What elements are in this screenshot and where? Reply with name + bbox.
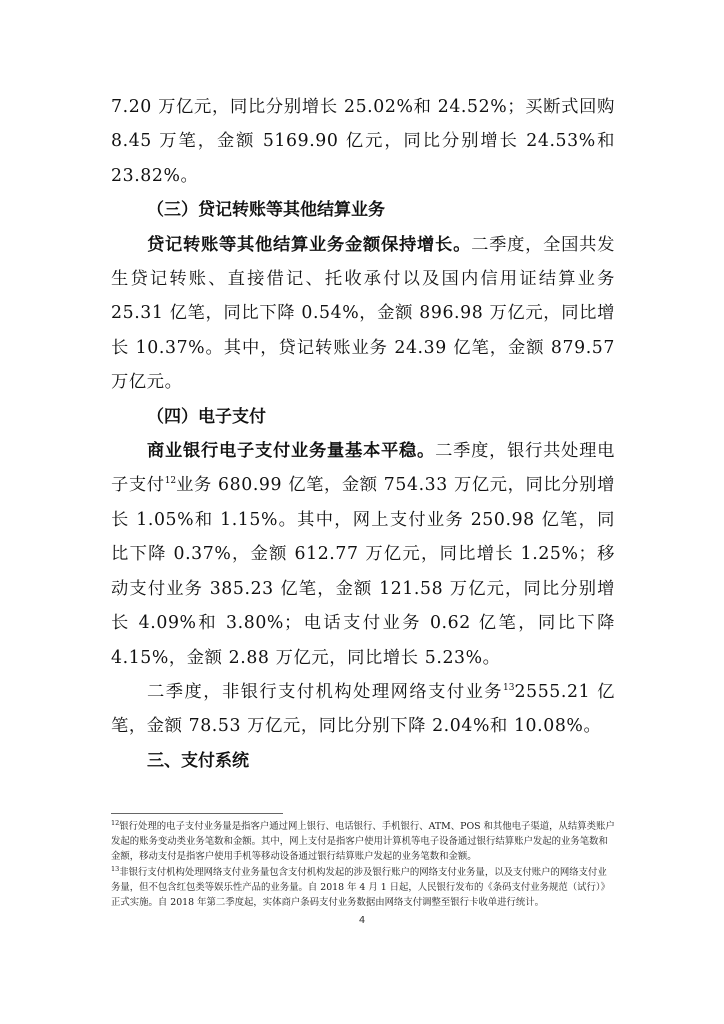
section-heading-payment-system: 三、支付系统	[147, 750, 249, 771]
paragraph-nonbank-payment-text-a: 二季度，非银行支付机构处理网络支付业务	[147, 681, 504, 702]
page-number: 4	[358, 915, 366, 926]
lead-sentence-electronic-payment: 商业银行电子支付业务量基本平稳。	[147, 441, 436, 462]
paragraph-electronic-payment-text-b: 业务 680.99 亿笔，金额 754.33 万亿元，同比分别增长 1.05%和 1.15%。其中，网上支付业务 250.98 亿笔，同比下降 0.37%，金额 612.77 万亿元，同比增长 1.25%；移动支付业务 385.23 亿笔，金额 121.58 万亿元，同比分别增长 4.09%和 3.80%；电话支付业务 0.62 亿笔，同比下降 4.15%，金额 2.88 万亿元，同比增长 5.23%。	[111, 475, 615, 668]
footnote-13	[111, 865, 615, 911]
paragraph-electronic-payment-text-a: 二季度，银行共处理电子支付	[111, 441, 615, 496]
footnote-number-13: 13	[111, 864, 120, 873]
footnote-text-13: 非银行支付机构处理网络支付业务量包含支付机构发起的涉及银行账户的网络支付业务量，以及支付账户的网络支付业务量，但不包含红包类等娱乐性产品的业务量。自 2018 年 4 月 1 日起，人民银行发布的《条码支付业务规范（试行）》正式实施。自 2018 年第二季度起，实体商户条码支付业务数据由网络支付调整至银行卡收单进行统计。	[111, 866, 610, 909]
footnote-text-12: 银行处理的电子支付业务量是指客户通过网上银行、电话银行、手机银行、ATM、POS 和其他电子渠道，从结算类账户发起的账务变动类业务笔数和金额。其中，网上支付是指客户使用计算机等电子设备通过银行结算账户发起的业务笔数和金额，移动支付是指客户使用手机等移动设备通过银行结算账户发起的业务笔数和金额。	[111, 821, 615, 863]
footnote-12	[111, 819, 615, 865]
body-text	[111, 90, 615, 778]
paragraph-nonbank-payment-text-b: 2555.21 亿笔，金额 78.53 万亿元，同比分别下降 2.04%和 10.08%。	[111, 681, 615, 737]
footnote-ref-13[interactable]: 13	[503, 682, 515, 693]
paragraph-electronic-payment	[111, 434, 615, 675]
paragraph-credit-transfer	[111, 228, 615, 400]
footnote-divider	[111, 813, 283, 814]
section-heading-credit-transfer: （三）贷记转账等其他结算业务	[147, 200, 385, 221]
lead-sentence-credit-transfer: 贷记转账等其他结算业务金额保持增长。	[147, 234, 472, 255]
paragraph-repo-continuation: 7.20 万亿元，同比分别增长 25.02%和 24.52%；买断式回购 8.45 万笔，金额 5169.90 亿元，同比分别增长 24.53%和 23.82%。	[111, 97, 615, 186]
footnote-ref-12[interactable]: 12	[164, 476, 177, 487]
paragraph-nonbank-payment	[111, 675, 615, 744]
footnotes	[111, 819, 615, 910]
footnote-number-12: 12	[111, 819, 120, 827]
section-heading-electronic-payment: （四）电子支付	[147, 406, 266, 427]
paragraph-credit-transfer-text: 二季度，全国共发生贷记转账、直接借记、托收承付以及国内信用证结算业务 25.31 亿笔，同比下降 0.54%，金额 896.98 万亿元，同比增长 10.37%。其中，贷记转账业务 24.39 亿笔，金额 879.57 万亿元。	[111, 234, 615, 393]
